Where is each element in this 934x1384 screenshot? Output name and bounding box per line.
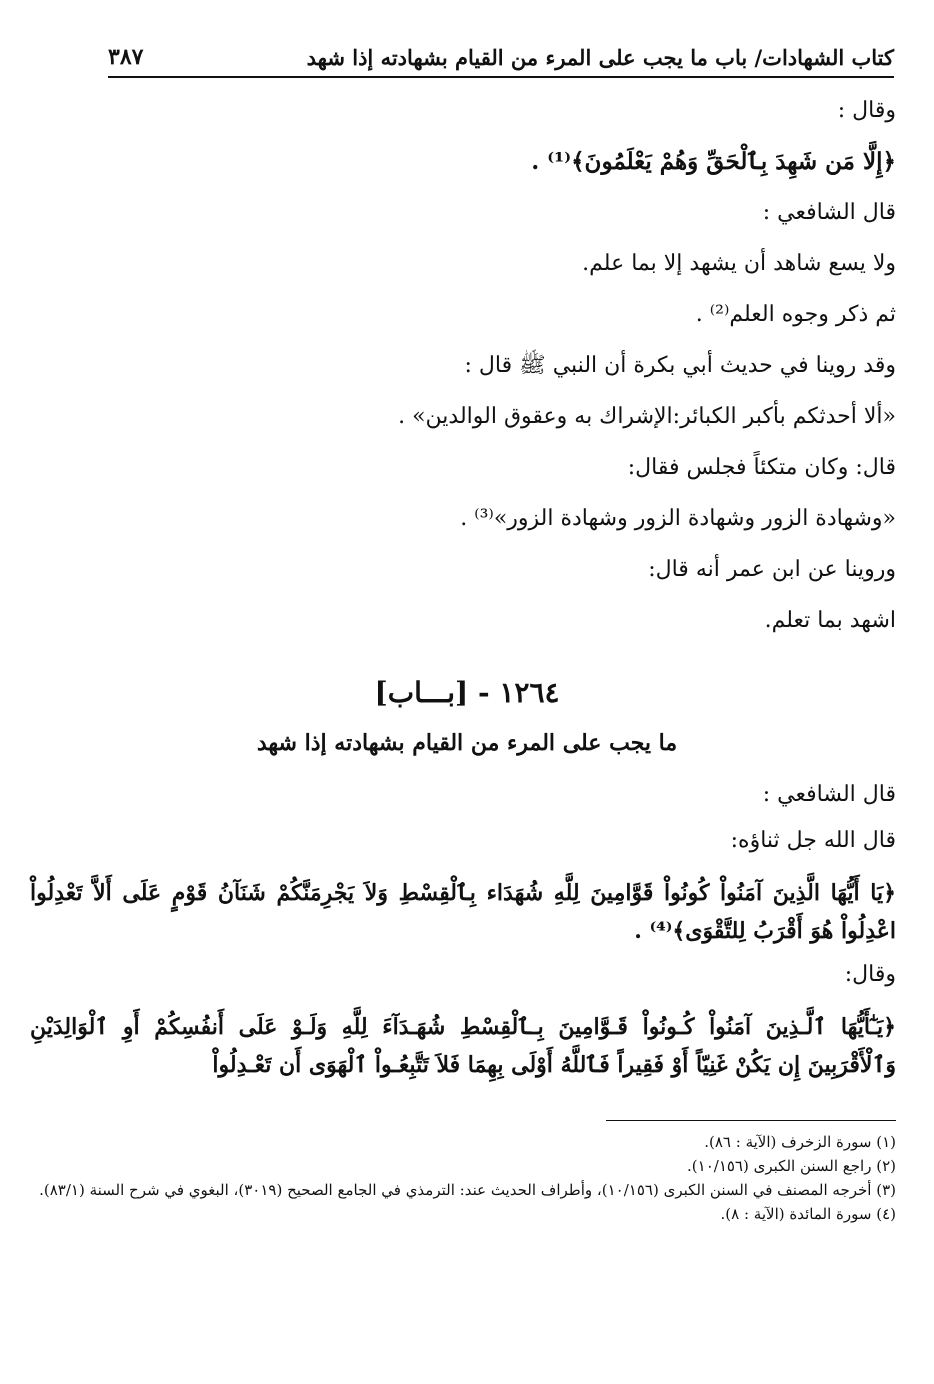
text-line: وروينا عن ابن عمر أنه قال: [648,557,896,582]
chapter-body [30,782,896,1096]
text-line: وقد روينا في حديث أبي بكرة أن النبي ﷺ قال : [464,353,896,378]
chapter-number: ١٢٦٤ - [بـــاب] [374,676,560,709]
text-line: قال الشافعي : [762,782,896,807]
text-line: قال الشافعي : [762,200,896,225]
hadith-line: «وشهادة الزور وشهادة الزور وشهادة الزور»⁽³⁾ . [460,506,896,531]
page-header [108,30,894,78]
footnotes [34,1130,896,1226]
footnote: (١) سورة الزخرف (الآية : ٨٦). [704,1133,896,1151]
text-line: ولا يسع شاهد أن يشهد إلا بما علم. [582,251,896,276]
text-line: وقال : [837,98,896,123]
footnote: (٣) أخرجه المصنف في السنن الكبرى (١٠/١٥٦)، وأطراف الحديث عند: الترمذي في الجامع الصحيح (٣٠١٩)، البغوي في شرح السنة (٨٣/١). [39,1181,896,1199]
footnote: (٤) سورة المائدة (الآية : ٨). [720,1205,896,1223]
text-line: قال: وكان متكئاً فجلس فقال: [627,455,896,480]
footnote: (٢) راجع السنن الكبرى (١٠/١٥٦). [687,1157,896,1175]
quran-verse-block: ﴿يَـٰٓأَيُّهَا ٱلَّـذِينَ آمَنُواْ كُـونُواْ قَـوَّامِينَ بِـٱلْقِسْطِ شُهَـدَآءَ لِلَّهِ وَلَـوْ عَلَى أَنفُسِكُمْ أَوِ ٱلْوَالِدَيْنِ وَٱلْأَقْرَبِينَ إِن يَكُنْ غَنِيّاً أَوْ فَقِيراً فَٱللَّهُ أَوْلَى بِهِمَا فَلاَ تَتَّبِعُـواْ ٱلْهَوَى أَن تَعْـدِلُواْ [30,1014,896,1078]
hadith-line: «ألا أحدثكم بأكبر الكبائر:الإشراك به وعقوق الوالدين» . [398,404,896,429]
text-line: ثم ذكر وجوه العلم⁽²⁾ . [695,302,896,327]
quran-verse-line: ﴿إِلَّا مَن شَهِدَ بِٱلْحَقِّ وَهُمْ يَعْلَمُونَ﴾⁽¹⁾ . [531,148,896,175]
main-text [100,98,896,659]
chapter-title: ما يجب على المرء من القيام بشهادته إذا شهد [256,730,678,756]
text-line: قال الله جل ثناؤه: [730,828,896,853]
running-title: كتاب الشهادات/ باب ما يجب على المرء من القيام بشهادته إذا شهد [306,45,894,70]
text-line: وقال: [844,962,896,987]
page-number: ٣٨٧ [108,44,144,70]
footnote-divider [606,1120,896,1121]
text-line: اشهد بما تعلم. [764,608,896,633]
quran-verse-block: ﴿يَا أَيُّهَا الَّذِينَ آمَنُواْ كُونُواْ قَوَّامِينَ لِلَّهِ شُهَدَاء بِٱلْقِسْطِ وَلاَ يَجْرِمَنَّكُمْ شَنَآنُ قَوْمٍ عَلَى أَلاَّ تَعْدِلُواْ اعْدِلُواْ هُوَ أَقْرَبُ لِلتَّقْوَى﴾⁽⁴⁾ . [30,880,896,944]
